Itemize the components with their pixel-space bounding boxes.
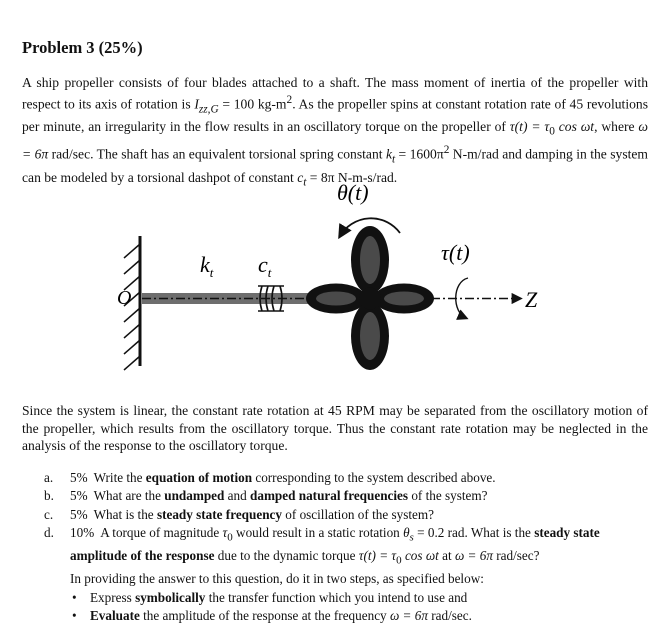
question-d (22, 524, 652, 570)
question-b-bold-2: damped natural frequencies (250, 488, 409, 504)
bullet-dot-1: • (72, 589, 77, 605)
dynamic-torque-subscript: 0 (396, 554, 402, 567)
bullet-1-text-2: the transfer function which you intend to use and (205, 589, 468, 605)
inertia-symbol: I (194, 96, 199, 112)
intro-text-7: N-m/rad and damping in the system can be modeled by a torsional dashpot of constant (22, 146, 649, 185)
intro-text-1: A ship propeller consists of four blades attached to a shaft. The mass moment of inertia of the propeller with respect to its axis of rotation is (22, 75, 648, 112)
spring-label: $k_t$ (200, 252, 214, 280)
dashpot-label: $c_t$ (258, 252, 272, 280)
question-c-bold: steady state frequency (156, 506, 282, 522)
bullet-2-omega: ω = 6π (389, 608, 428, 624)
question-d-text-5: at (438, 548, 455, 564)
propeller-diagram (0, 178, 670, 384)
question-d-letter: d. (44, 525, 54, 541)
k-symbol: k (385, 146, 392, 162)
problem-title: Problem 3 (25%) (22, 38, 143, 57)
question-d-bold-1: steady (534, 525, 571, 541)
theta-label: θ(t) (337, 180, 369, 205)
question-d-text-3: = 0.2 rad. What is the (413, 525, 535, 541)
bullet-dot-2: • (72, 608, 77, 624)
question-b (22, 487, 652, 505)
question-d-bullets (22, 589, 652, 626)
problem-intro (22, 74, 648, 192)
question-d-bold-2: state amplitude of the response (70, 525, 600, 564)
question-b-letter: b. (44, 488, 54, 504)
theta-s-subscript: s (409, 531, 414, 544)
bullet-1-bold: symbolically (135, 589, 206, 605)
intro-text-3: . As the propeller spins at constant rotation rate of 45 revolutions per minute, an irregularity in the flow results in an oscillatory torque on the propeller of (22, 96, 648, 135)
bullet-express (72, 589, 652, 607)
bullet-2-text-1: the amplitude of the response at the frequency (139, 608, 390, 624)
question-c-text-1: What is the (93, 506, 157, 522)
question-c-weight: 5% (70, 506, 88, 522)
theta-s-symbol: θ (403, 525, 410, 541)
question-b-text-1: What are the (93, 488, 165, 504)
question-c-letter: c. (44, 506, 54, 522)
question-d-weight: 10% (70, 525, 95, 541)
question-a-letter: a. (44, 470, 54, 485)
bullet-2-bold: Evaluate (90, 608, 140, 624)
tau0-symbol: τ (222, 525, 228, 541)
question-a-text-1: Write the (93, 470, 146, 485)
question-a-bold: equation of motion (145, 470, 253, 485)
tau0-subscript: 0 (227, 531, 233, 544)
propeller (306, 226, 434, 370)
question-list (22, 469, 652, 626)
dynamic-torque-expression: τ(t) = τ (358, 548, 397, 564)
question-d-instructions: In providing the answer to this question, do it in two steps, as specified below: (70, 571, 484, 587)
intro-text-8: = 8π N-m-s/rad. (306, 169, 398, 185)
tau-label: τ(t) (441, 240, 470, 265)
torque-expression: τ(t) = τ (509, 119, 550, 135)
question-b-text-2: and (224, 488, 251, 504)
question-d-text-2: would result in a static rotation (232, 525, 404, 541)
question-b-bold-1: undamped (164, 488, 225, 504)
question-d-text-1: A torque of magnitude (100, 525, 223, 541)
bullet-1-text-1: Express (90, 589, 136, 605)
intro-text-2: = 100 kg-m (218, 96, 287, 112)
intro-sup-2: 2 (443, 143, 450, 156)
torque-subscript: 0 (549, 126, 555, 139)
k-subscript: t (391, 153, 396, 165)
dynamic-torque-cos: cos ωt (401, 548, 439, 564)
intro-text-4: , where (594, 119, 639, 135)
question-d-text-4: due to the dynamic torque (214, 548, 359, 564)
c-symbol: c (297, 169, 304, 185)
question-c-text-2: of oscillation of the system? (281, 506, 434, 522)
intro-sup-1: 2 (286, 93, 293, 106)
question-d-omega: ω = 6π (454, 548, 493, 564)
bullet-evaluate (72, 607, 652, 625)
question-b-text-3: of the system? (408, 488, 488, 504)
axis-z-label: Z (525, 287, 538, 312)
torque-cos: cos ωt (554, 119, 595, 135)
question-a-text-2: corresponding to the system described above. (252, 470, 496, 485)
question-c (22, 506, 652, 524)
linear-system-paragraph: Since the system is linear, the constant rate rotation at 45 RPM may be separated from the oscillatory motion of the propeller, which results from the oscillatory torque. Thus the constant rate rotation may be neglected in the analysis of the response to the oscillatory torque. (22, 403, 648, 454)
c-subscript: t (303, 176, 307, 189)
question-b-weight: 5% (70, 488, 88, 504)
inertia-subscript: zz,G (198, 102, 219, 115)
question-d-text-6: rad/sec? (492, 548, 540, 564)
omega-expression: ω = 6π (22, 119, 649, 162)
origin-label: O (117, 287, 132, 309)
intro-text-6: = 1600π (395, 146, 444, 162)
bullet-2-text-2: rad/sec. (427, 608, 472, 624)
question-a (22, 469, 652, 487)
intro-text-5: rad/sec. The shaft has an equivalent torsional spring constant (48, 146, 386, 162)
question-a-weight: 5% (70, 470, 88, 485)
